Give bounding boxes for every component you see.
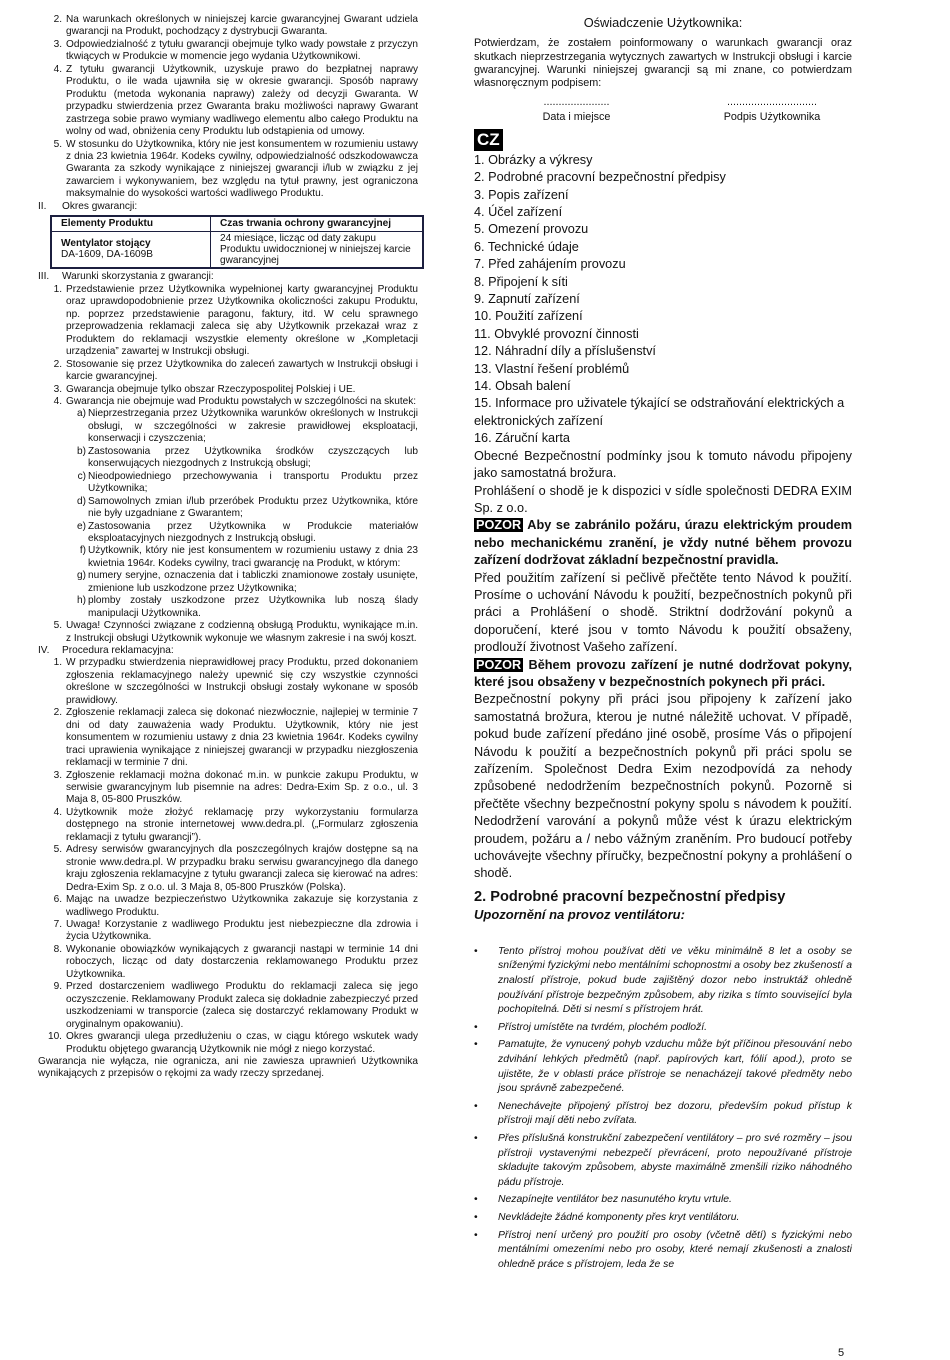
- item-number: 2.: [53, 14, 62, 25]
- signature-date-place: [474, 95, 679, 125]
- item-text: Odpowiedzialność z tytułu gwarancji obejmuje tylko wady powstałe z przyczyn tkwiących w Produkcie w momencie jego wydania Użytkownikowi.: [66, 38, 418, 63]
- toc-item: 11. Obvyklé provozní činnosti: [474, 326, 639, 341]
- toc-item: 1. Obrázky a výkresy: [474, 152, 593, 167]
- list-item: [38, 620, 418, 645]
- item-number: 2.: [53, 707, 62, 719]
- warranty-conditions-list: [38, 284, 418, 409]
- signature-label: Data i miejsce: [542, 110, 611, 123]
- item-number: 1.: [53, 657, 62, 669]
- item-text: numery seryjne, oznaczenia dat i tabliczki znamionowe zostały usunięte, zmienione lub uszkodzone przez Użytkownika;: [88, 570, 418, 594]
- toc-item: 3. Popis zařízení: [474, 187, 569, 202]
- bullet-icon: •: [474, 945, 478, 957]
- complaint-procedure-list: [38, 657, 418, 1056]
- item-number: 4.: [53, 395, 62, 407]
- item-text: Gwarancja nie obejmuje wad Produktu powstałych w szczególności na skutek:: [66, 395, 417, 407]
- item-number: 3.: [53, 38, 62, 50]
- section-title: Okres gwarancji:: [62, 200, 138, 212]
- closing-paragraph: Gwarancja nie wyłącza, nie ogranicza, ani nie zawiesza uprawnień Użytkownika wynikających z przepisów o rękojmi za wady rzeczy sprzedanej.: [38, 1055, 418, 1080]
- warning-paragraph: [474, 657, 852, 692]
- bullet-item: [474, 1193, 852, 1208]
- item-text: Okres gwarancji ulega przedłużeniu o czas, w ciągu którego wskutek wady Produktu objętego gwarancją Użytkownik nie mógł z niego korzystać.: [66, 1031, 418, 1055]
- toc-item: 7. Před zahájením provozu: [474, 257, 626, 272]
- toc-item: 2. Podrobné pracovní bezpečnostní předpisy: [474, 170, 726, 185]
- warning-tag: POZOR: [476, 657, 522, 672]
- item-text: Adresy serwisów gwarancyjnych dla poszczególnych krajów dostępne są na stronie www.dedra.pl. W przypadku braku serwisu gwarancyjnego dla danego kraju zgłoszenia reklamacyjne z tytułu gwarancji zaleca się kierować na adres: Dedra-Exim Sp. z o.o. ul. 3 Maja 8, 05-800 Pruszków (Polska).: [66, 844, 418, 893]
- sub-list-item: [62, 408, 418, 445]
- warranty-terms-column: [38, 14, 418, 1081]
- item-text: Nieodpowiedniego przechowywania i transportu Produktu przez Użytkownika;: [88, 470, 418, 495]
- page-number: 5: [838, 1347, 845, 1359]
- item-text: Wykonanie obowiązków wynikających z gwarancji nastąpi w terminie 14 dni roboczych, licząc od daty dostarczenia reklamowanego Produktu przez Użytkownika.: [66, 943, 418, 980]
- bullet-item: [474, 1211, 852, 1226]
- item-text: Z tytułu gwarancji Użytkownik, uzyskuje prawo do bezpłatnej naprawy Produktu, o ile wada ujawniła się w okresie gwarancji. Sposób naprawy Produktu (metoda wykonania naprawy) zależy od decyzji Gwaranta. W przypadku stwierdzenia przez Gwaranta braku możliwości naprawy Gwarant zastrzega sobie prawo wymiany wadliwego elementu albo całego Produktu na wolny od wad, obniżenia ceny Produktu lub odstąpienia od umowy.: [66, 63, 418, 138]
- toc-item: 6. Technické údaje: [474, 239, 579, 254]
- item-text: Mając na uwadze bezpieczeństwo Użytkownika zakazuje się korzystania z wadliwego Produktu.: [66, 894, 418, 918]
- bullet-item: [474, 1229, 852, 1273]
- bullet-item: [474, 945, 852, 1018]
- sub-list-item: [62, 496, 418, 521]
- item-text: W przypadku stwierdzenia nieprawidłowej pracy Produktu, przed dokonaniem zgłoszenia reklamacyjnego należy upewnić się czy wszystkie czynności określone w szczególności w Instrukcji obsługi zostały wykonane w sposób prawidłowy.: [66, 657, 418, 706]
- toc-item: 14. Obsah balení: [474, 379, 571, 394]
- section-title: Warunki skorzystania z gwarancji:: [62, 271, 214, 283]
- item-number: 5.: [53, 620, 62, 632]
- item-number: 1.: [53, 283, 62, 295]
- toc-item: 16. Záruční karta: [474, 431, 570, 446]
- list-item: [38, 284, 418, 359]
- toc-item: 8. Připojení k síti: [474, 274, 568, 289]
- list-item: [38, 396, 418, 408]
- warranty-period-table: [50, 215, 424, 269]
- item-text: Zgłoszenie reklamacji zaleca się dokonać niezwłocznie, najlepiej w terminie 7 dni od daty zauważenia wady Produktu. Użytkownik, który nie jest konsumentem w rozumieniu ustawy z dnia 23 kwietnia 1964r. Kodeks cywilny traci uprawienia wynikające z niniejszej gwarancji w przypadku niezgłoszenia reklamacji w terminie 7 dni.: [66, 707, 418, 769]
- bullet-icon: •: [474, 1021, 478, 1033]
- toc-item: 5. Omezení provozu: [474, 222, 589, 237]
- section-ii-heading: [38, 201, 418, 213]
- item-text: Użytkownik może złożyć reklamację przy wykorzystaniu formularza dostępnego na stronie internetowej www.dedra.pl. („Formularz zgłoszenia reklamacji z tytułu gwarancji”).: [66, 806, 418, 843]
- bullet-icon: •: [474, 1100, 478, 1112]
- bullet-icon: •: [474, 1194, 478, 1206]
- item-text: Nieprzestrzegania przez Użytkownika warunków określonych w Instrukcji obsługi, w szczególności w zakresie prawidłowej eksploatacji, konserwacji i czyszczenia;: [88, 408, 418, 445]
- item-number: e): [77, 520, 86, 532]
- item-number: 2.: [53, 358, 62, 370]
- section-heading: 2. Podrobné pracovní bezpečnostní předpisy: [474, 888, 786, 905]
- item-text: Na warunkach określonych w niniejszej karcie gwarancyjnej Gwarant udziela gwarancji na Produkt, pochodzący z dystrybucji Gwaranta.: [66, 14, 418, 38]
- bullet-item: [474, 1132, 852, 1190]
- item-number: 3.: [53, 383, 62, 395]
- item-text: Użytkownik, który nie jest konsumentem w rozumieniu ustawy z dnia 23 kwietnia 1964r. Kodeks cywilny, traci gwarancję na Produkt, w którym:: [88, 545, 418, 569]
- bullet-icon: •: [474, 1229, 478, 1241]
- table-header-cell: Elementy Produktu: [51, 216, 211, 231]
- list-item: [38, 919, 418, 944]
- item-number: 7.: [53, 919, 62, 930]
- list-item: [38, 14, 418, 39]
- item-number: d): [77, 495, 86, 507]
- list-item: [38, 707, 418, 769]
- section-number: IV.: [38, 645, 50, 657]
- bullet-icon: •: [474, 1211, 478, 1223]
- product-name: Wentylator stojący: [61, 238, 151, 250]
- bullet-item: [474, 1038, 852, 1096]
- item-number: 8.: [53, 943, 62, 955]
- table-cell-product: [51, 231, 211, 268]
- item-number: f): [79, 545, 86, 557]
- item-text: plomby zostały uszkodzone przez Użytkownika lub noszą ślady manipulacji Użytkownika.: [88, 595, 418, 619]
- item-number: 10.: [47, 1031, 62, 1043]
- bullet-item: [474, 1100, 852, 1129]
- list-item: [38, 770, 418, 807]
- item-text: Gwarancja obejmuje tylko obszar Rzeczypospolitej Polskiej i UE.: [66, 383, 356, 395]
- item-number: 4.: [53, 806, 62, 818]
- section-iv-heading: [38, 645, 418, 657]
- item-number: a): [77, 408, 86, 420]
- declaration-text: Potwierdzam, że zostałem poinformowany o warunkach gwarancji oraz skutkach nieprzestrzegania wytycznych zawartych w Instrukcji obsługi i karcie gwarancyjnej. Warunki niniejszej gwarancji są mi znane, co potwierdzam własnoręcznym podpisem:: [474, 37, 852, 89]
- toc-item: 9. Zapnutí zařízení: [474, 292, 580, 307]
- item-text: Zgłoszenie reklamacji można dokonać m.in. w punkcie zakupu Produktu, w serwisie gwarancyjnym lub pisemnie na adres: Dedra-Exim Sp. z o.o., ul. 3 Maja 8, 05-800 Pruszków.: [66, 769, 418, 806]
- item-text: Uwaga! Czynności związane z codzienną obsługą Produktu, wynikające m.in. z Instrukcji obsługi Użytkownik wykonuje we własnym zakresie i na swój koszt.: [66, 620, 418, 644]
- table-cell-period: 24 miesiące, licząc od daty zakupu Produktu uwidocznionej w niniejszej karcie gwarancyjnej: [211, 231, 424, 268]
- toc-item: 10. Použití zařízení: [474, 309, 583, 324]
- item-number: 5.: [53, 844, 62, 856]
- table-header-cell: Czas trwania ochrony gwarancyjnej: [211, 216, 424, 231]
- sub-list-item: [62, 570, 418, 595]
- language-badge: CZ: [474, 129, 503, 151]
- signature-user: [692, 95, 852, 125]
- list-item: [38, 894, 418, 919]
- warranty-general-list: [38, 14, 418, 201]
- list-item: [38, 359, 418, 384]
- signature-dots: ..............................: [727, 95, 817, 108]
- table-row: [51, 231, 423, 268]
- warranty-exclusions-list: [38, 408, 418, 620]
- item-number: 3.: [53, 769, 62, 781]
- safety-bullet-list: [474, 945, 852, 1272]
- bullet-text: Přes příslušná konstrukční zabezpečení ventilátory – pro své rozměry – jsou přístroji vystavenými nebezpečí převrácení, proto nepoužívané přístroje skladujte takovým způsobem, abyste maximálně zmenšili riziko náhodného pádu přístroje.: [498, 1132, 852, 1188]
- toc-item: 13. Vlastní řešení problémů: [474, 361, 630, 376]
- czech-manual-column: [474, 14, 852, 1275]
- item-number: c): [77, 470, 86, 482]
- sub-list-item: [62, 446, 418, 471]
- item-text: Uwaga! Korzystanie z wadliwego Produktu jest niebezpieczne dla zdrowia i życia Użytkownika.: [66, 919, 418, 943]
- item-number: 5.: [53, 138, 62, 150]
- signature-dots: ......................: [543, 95, 610, 108]
- list-item: [38, 807, 418, 844]
- product-models: DA-1609, DA-1609B: [61, 249, 154, 261]
- bullet-text: Nezapínejte ventilátor bez nasunutého krytu vrtule.: [498, 1194, 732, 1206]
- warning-text: Aby se zabránilo požáru, úrazu elektrickým proudem nebo mechanickému zranění, je vždy nutné během provozu zařízení dodržovat základní bezpečnostní pravidla.: [474, 518, 852, 568]
- section-number: II.: [38, 200, 47, 212]
- bullet-text: Pamatujte, že vynucený pohyb vzduchu může být příčinou přesouvání nebo zdvihání lehkých předmětů (např. papírových kart, fólií apod.), proto se ujistěte, že v oblasti práce přístroje se nenacházejí takové předměty nebo jsou správně zabezpečené.: [498, 1039, 852, 1095]
- sub-list-item: [62, 521, 418, 546]
- table-header-row: [51, 216, 423, 231]
- bullet-text: Tento přístroj mohou používat děti ve věku minimálně 8 let a osoby se sníženými fyzickými nebo mentálními schopnostmi a osoby bez zkušeností a znalostí přístroje, pokud bude zajištěný dozor nebo instruktáž ohledně používání přístroje bezpečným způsobem, aby rizika s tímto související byla pochopitelná. Děti si nesmí s přístrojem hrát.: [498, 945, 852, 1016]
- signature-label: Podpis Użytkownika: [723, 110, 821, 123]
- section-number: III.: [38, 271, 50, 283]
- paragraph: Bezpečnostní pokyny při práci jsou připojeny k zařízení jako samostatná brožura, kterou je nutné náležitě uchovat. V případě, pokud bude zařízení předáno jiné osobě, prosíme Vás o připojení Návodu k použití a bezpečnostních pokynů při práci spolu se zařízením. Společnost Dedra Exim nezodpovídá za nehody způsobené nedodržením bezpečnostních pokynů. Pozorně si přečtěte všechny bezpečnostní pokyny spolu s návodem k použití. Nedodržení varování a pokynů může vést k úrazu elektrickým proudem, požáru a / nebo vážným zraněním. Pro budoucí potřeby uchovávejte všechny příručky, bezpečnostní pokyny a prohlášení o shodě.: [474, 692, 852, 881]
- bullet-icon: •: [474, 1039, 478, 1051]
- subsection-heading: Upozornění na provoz ventilátoru:: [474, 906, 685, 922]
- list-item: [38, 844, 418, 894]
- list-item: [38, 64, 418, 139]
- paragraph: Prohlášení o shodě je k dispozici v sídle společnosti DEDRA EXIM Sp. z o.o.: [474, 483, 852, 515]
- paragraph: Před použitím zařízení si pečlivě přečtěte tento Návod k použití. Prosíme o uchování Návodu k použití, bezpečnostních pokynů při práci a Prohlášení o shodě. Striktní dodržování pokynů a doporučení, které jsou v tomto Návodu k použití obsaženy, prodlouží životnost Vašeho zařízení.: [474, 570, 852, 655]
- toc-item: 4. Účel zařízení: [474, 205, 563, 219]
- bullet-item: [474, 1021, 852, 1036]
- item-text: Samowolnych zmian i/lub przeróbek Produktu przez Użytkownika, które nie były uzgadniane z Gwarantem;: [88, 495, 418, 520]
- bullet-icon: •: [474, 1132, 478, 1144]
- sub-list-item: [62, 595, 418, 620]
- warning-paragraph: [474, 517, 852, 569]
- toc-item: 15. Informace pro uživatele týkající se odstraňování elektrických a elektronických zařízení: [474, 396, 845, 428]
- table-of-contents: [474, 152, 852, 448]
- sub-list-item: [62, 545, 418, 570]
- item-number: g): [77, 570, 86, 582]
- section-title: Procedura reklamacyjna:: [62, 645, 174, 657]
- list-item: [38, 39, 418, 64]
- item-text: Zastosowania przez Użytkownika w Produkcie materiałów eksploatacyjnych niezgodnych z Instrukcją obsługi.: [88, 520, 418, 544]
- bullet-text: Přístroj není určený pro použití pro osoby (včetně dětí) s fyzickými nebo mentálními omezeními nebo pro osoby, které nemají zkušenosti a znalosti ohledně práce s přístrojem, leda že se: [498, 1229, 852, 1270]
- bullet-text: Přístroj umístěte na tvrdém, plochém podloží.: [498, 1021, 708, 1033]
- toc-item: 12. Náhradní díly a příslušenství: [474, 344, 656, 359]
- item-text: W stosunku do Użytkownika, który nie jest konsumentem w rozumieniu ustawy z dnia 23 kwietnia 1964r. Kodeks cywilny, odpowiedzialność odszkodowawcza Gwaranta za szkody wynikające z niniejszej gwarancji i/lub w związku z jej zawarciem i wykonywaniem, bez względu na tytuł prawny, jest ograniczona maksymalnie do wysokości wartości wadliwego Produktu.: [66, 138, 418, 200]
- sub-list-item: [62, 471, 418, 496]
- warning-text: Během provozu zařízení je nutné dodržovat pokyny, které jsou obsaženy v bezpečnostních pokynech při práci.: [474, 657, 852, 689]
- list-item: [38, 139, 418, 201]
- signature-block: [474, 95, 852, 125]
- section-iii-heading: [38, 271, 418, 283]
- paragraph: Obecné Bezpečnostní podmínky jsou k tomuto návodu připojeny jako samostatná brožura.: [474, 448, 852, 481]
- list-item: [38, 384, 418, 396]
- bullet-text: Nevkládejte žádné komponenty přes kryt ventilátoru.: [498, 1211, 740, 1223]
- warning-tag: POZOR: [476, 518, 522, 533]
- item-text: Stosowanie się przez Użytkownika do zaleceń zawartych w Instrukcji obsługi i karcie gwarancyjnej.: [66, 358, 418, 383]
- declaration-title: Oświadczenie Użytkownika:: [583, 15, 743, 30]
- list-item: [38, 981, 418, 1031]
- bullet-text: Nenechávejte připojený přístroj bez dozoru, především pokud přístup k přístroji mají děti nebo zvířata.: [498, 1100, 852, 1127]
- item-text: Zastosowania przez Użytkownika środków czyszczących lub konserwujących niezgodnych z Instrukcją obsługi;: [88, 445, 418, 470]
- list-item: [38, 1031, 418, 1056]
- item-number: h): [77, 595, 86, 607]
- item-number: 6.: [53, 894, 62, 906]
- item-text: Przed dostarczeniem wadliwego Produktu do reklamacji zaleca się jego oczyszczenie. Reklamowany Produkt zaleca się dokładnie zabezpieczyć przed uszkodzeniami w transporcie (zaleca się dostarczyć reklamowany Produkt w oryginalnym opakowaniu).: [66, 981, 418, 1030]
- item-text: Przedstawienie przez Użytkownika wypełnionej karty gwarancyjnej Produktu oraz uprawdopodobnienie przez Użytkownika okoliczności zakupu Produktu, np. poprzez przedstawienie paragonu, faktury, itd. W celu sprawnego przeprowadzenia reklamacji zaleca się aby Użytkownik przekazał wraz z Produktem do reklamacji wszystkie elementy określone w „Kompletacji urządzenia” zawartej w Instrukcji obsługi.: [66, 283, 418, 358]
- item-number: 9.: [53, 981, 62, 993]
- item-number: b): [77, 445, 86, 457]
- item-number: 4.: [53, 63, 62, 75]
- list-item: [38, 657, 418, 707]
- list-item: [38, 944, 418, 981]
